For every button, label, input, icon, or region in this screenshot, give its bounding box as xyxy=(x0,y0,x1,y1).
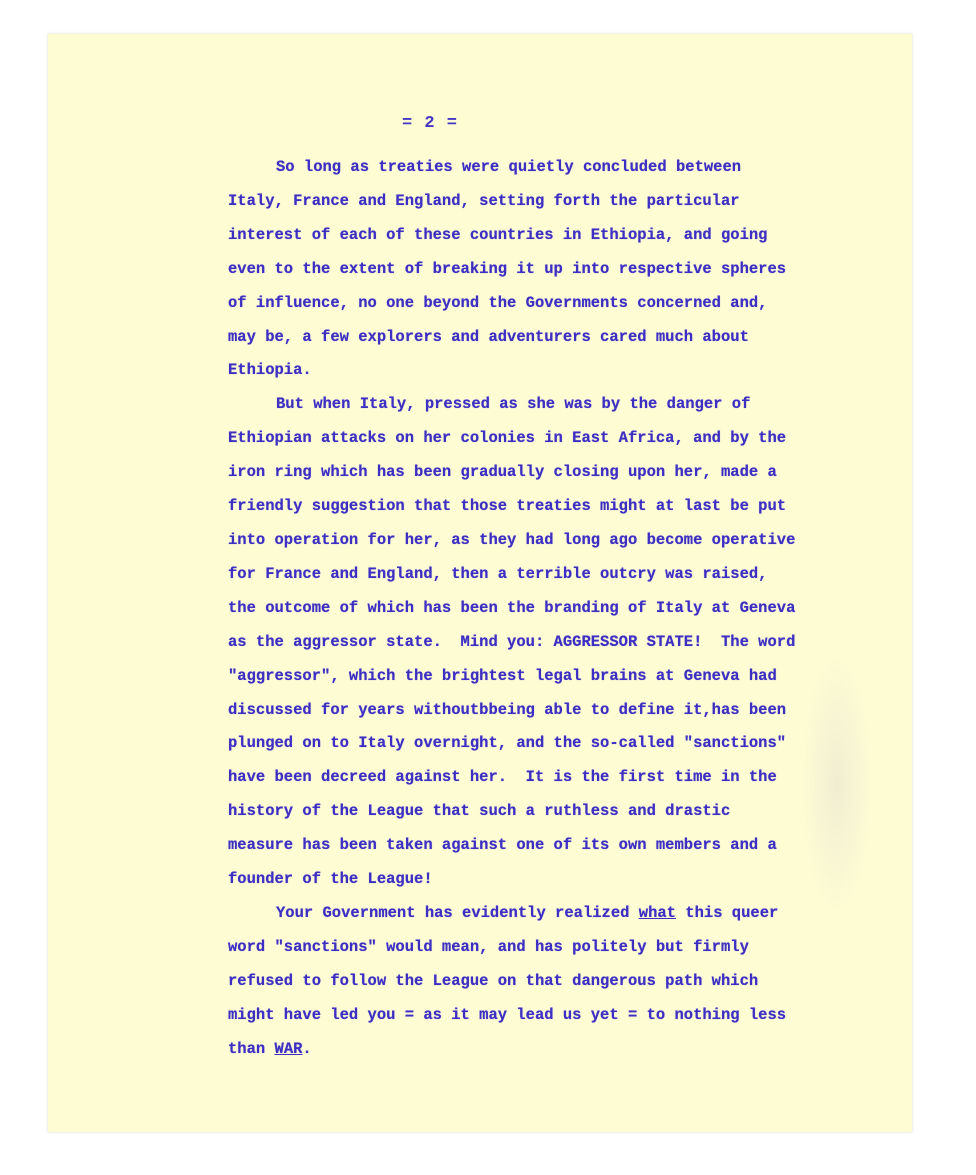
letter-body xyxy=(228,151,848,1066)
text-line: word "sanctions" would mean, and has politely but firmly xyxy=(228,937,749,956)
text-line: Ethiopian attacks on her colonies in East Africa, and by the xyxy=(228,429,787,448)
text-segment: . xyxy=(302,1039,312,1058)
document-page xyxy=(48,34,912,1132)
text-line: iron ring which has been gradually closing upon her, made a xyxy=(228,463,777,482)
text-line: for France and England, then a terrible outcry was raised, xyxy=(228,564,768,583)
text-line: So long as treaties were quietly concluded between xyxy=(276,158,742,176)
text-segment: this queer xyxy=(675,903,779,922)
text-segment: Your Government has evidently realized xyxy=(276,903,639,922)
text-line: the outcome of which has been the branding of Italy at Geneva xyxy=(228,598,796,617)
text-line: of influence, no one beyond the Governments concerned and, xyxy=(228,293,768,312)
text-line: But when Italy, pressed as she was by the danger of xyxy=(276,395,751,414)
underlined-word: what xyxy=(638,903,676,922)
text-line: founder of the League! xyxy=(228,870,433,889)
text-line: interest of each of these countries in Ethiopia, and going xyxy=(228,225,768,244)
text-line: measure has been taken against one of its own members and a xyxy=(228,836,777,855)
text-line: plunged on to Italy overnight, and the so-called "sanctions" xyxy=(228,734,787,753)
page-number: = 2 = xyxy=(401,114,458,133)
ink-smudge xyxy=(802,654,872,914)
text-line: Italy, France and England, setting forth the particular xyxy=(228,191,740,210)
text-line xyxy=(228,897,848,931)
text-line: history of the League that such a ruthless and drastic xyxy=(228,802,731,821)
text-line: may be, a few explorers and adventurers cared much about xyxy=(228,327,749,346)
text-line: as the aggressor state. Mind you: AGGRESSOR STATE! The word xyxy=(228,632,796,651)
text-line: Ethiopia. xyxy=(228,361,312,380)
text-line: discussed for years withoutbbeing able to define it,has been xyxy=(228,700,787,719)
text-line: even to the extent of breaking it up into respective spheres xyxy=(228,259,787,278)
underlined-word: WAR xyxy=(274,1039,303,1058)
text-line: "aggressor", which the brightest legal brains at Geneva had xyxy=(228,666,777,685)
text-line: friendly suggestion that those treaties might at last be put xyxy=(228,497,787,516)
text-line: might have led you = as it may lead us yet = to nothing less xyxy=(228,1005,787,1024)
text-segment: than xyxy=(228,1039,275,1058)
text-line: refused to follow the League on that dangerous path which xyxy=(228,971,759,990)
text-line: into operation for her, as they had long ago become operative xyxy=(228,530,796,549)
text-line xyxy=(228,1033,848,1067)
text-line: have been decreed against her. It is the first time in the xyxy=(228,768,777,787)
